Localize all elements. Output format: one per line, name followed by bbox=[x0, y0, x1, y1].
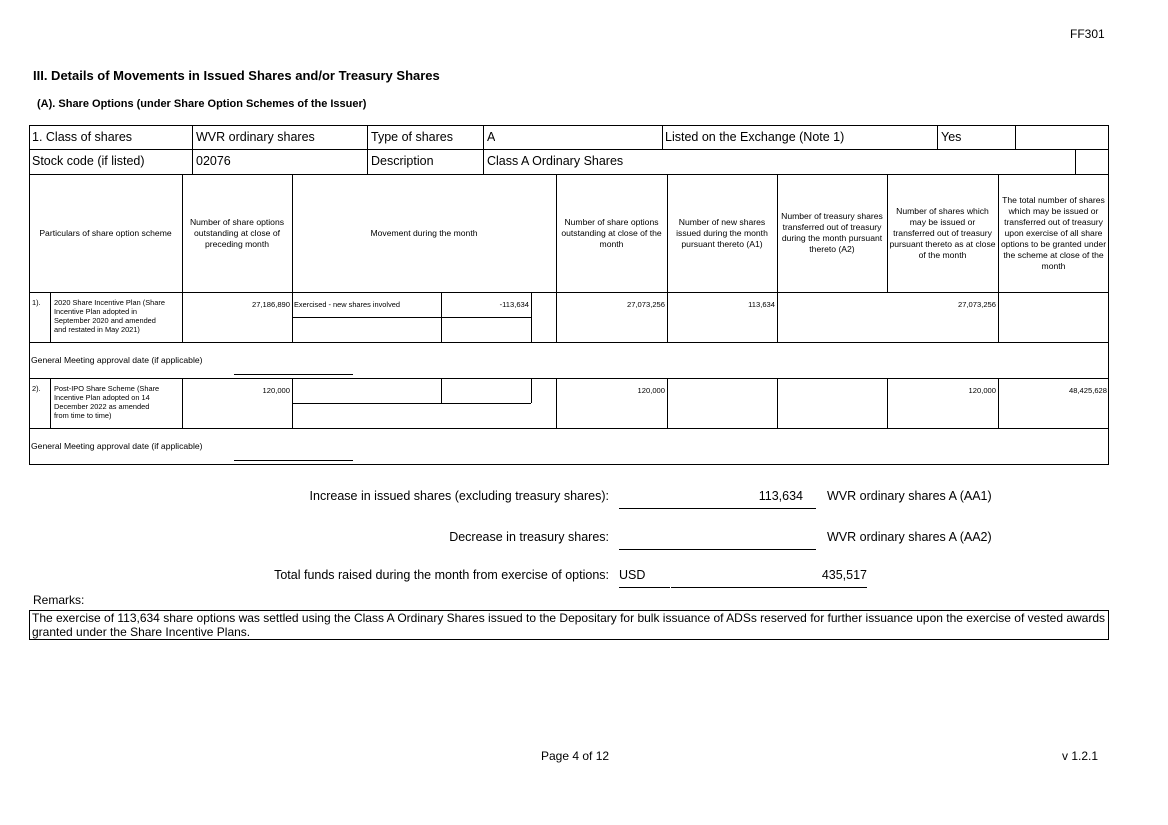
movement-value: -113,634 bbox=[499, 300, 529, 309]
stock-code-label: Stock code (if listed) bbox=[32, 154, 145, 168]
may-be-issued-value: 27,073,256 bbox=[957, 300, 996, 309]
remarks-text: The exercise of 113,634 share options was settled using the Class A Ordinary Shares issued to the Depositary for bulk issuance of ADSs reserved for further issuance upon the exercise of vested awards granted under the Share Incentive Plans. bbox=[29, 610, 1109, 640]
increase-value: 113,634 bbox=[758, 489, 803, 503]
gm-approval-date-field[interactable] bbox=[234, 460, 353, 461]
funds-currency: USD bbox=[619, 568, 646, 582]
increase-underline bbox=[619, 508, 816, 509]
scheme-name-line: Incentive Plan adopted in bbox=[54, 307, 138, 316]
description-value: Class A Ordinary Shares bbox=[487, 154, 624, 168]
funds-value: 435,517 bbox=[821, 568, 867, 582]
type-of-shares-label: Type of shares bbox=[371, 130, 453, 144]
may-be-issued-value: 120,000 bbox=[968, 386, 996, 395]
scheme-number: 2). bbox=[32, 384, 41, 393]
type-of-shares-value: A bbox=[487, 130, 496, 144]
total-value: 48,425,628 bbox=[1068, 386, 1107, 395]
increase-label: Increase in issued shares (excluding treasury shares): bbox=[309, 489, 609, 503]
scheme-name-line: Post-IPO Share Scheme (Share bbox=[54, 384, 160, 393]
listed-label: Listed on the Exchange (Note 1) bbox=[665, 130, 845, 144]
header-new-shares: Number of new shares issued during the month pursuant thereto (A1) bbox=[676, 216, 768, 249]
subsection-title: (A). Share Options (under Share Option Schemes of the Issuer) bbox=[37, 98, 367, 110]
header-outstanding-prev: Number of share options outstanding at close of preceding month bbox=[189, 216, 285, 249]
scheme-name-line: from time to time) bbox=[54, 411, 112, 420]
decrease-unit: WVR ordinary shares A (AA2) bbox=[827, 530, 992, 544]
version: v 1.2.1 bbox=[1062, 749, 1099, 763]
outstanding-prev-value: 27,186,890 bbox=[251, 300, 290, 309]
header-treasury-transferred: Number of treasury shares transferred out of treasury during the month pursuant thereto (A2) bbox=[781, 211, 883, 254]
scheme-name-line: December 2022 as amended bbox=[54, 402, 150, 411]
new-shares-value: 113,634 bbox=[748, 300, 775, 309]
class-of-shares-label: 1. Class of shares bbox=[32, 130, 133, 144]
stock-code-value: 02076 bbox=[196, 154, 231, 168]
decrease-underline bbox=[619, 549, 816, 550]
description-label: Description bbox=[371, 154, 434, 168]
header-may-be-issued: Number of shares which may be issued or transferred out of treasury pursuant thereto as at close of the month bbox=[889, 205, 996, 260]
header-particulars: Particulars of share option scheme bbox=[39, 227, 172, 238]
funds-underline bbox=[671, 587, 867, 588]
header-outstanding-close: Number of share options outstanding at close of the month bbox=[561, 216, 662, 249]
funds-currency-underline bbox=[619, 587, 670, 588]
funds-label: Total funds raised during the month from exercise of options: bbox=[274, 568, 609, 582]
outstanding-close-value: 120,000 bbox=[637, 386, 665, 395]
scheme-name-line: and restated in May 2021) bbox=[54, 325, 140, 334]
scheme-number: 1). bbox=[32, 298, 41, 307]
gm-approval-label: General Meeting approval date (if applicable) bbox=[31, 441, 203, 451]
section-title: III. Details of Movements in Issued Shares and/or Treasury Shares bbox=[33, 68, 440, 83]
header-movement: Movement during the month bbox=[370, 227, 478, 238]
remarks-label: Remarks: bbox=[33, 593, 85, 607]
outstanding-close-value: 27,073,256 bbox=[626, 300, 665, 309]
increase-unit: WVR ordinary shares A (AA1) bbox=[827, 489, 992, 503]
outstanding-prev-value: 120,000 bbox=[262, 386, 290, 395]
header-total-may-be-issued: The total number of shares which may be issued or transferred out of treasury upon exercise of all share options to be granted under the scheme at close of the month bbox=[1000, 194, 1107, 271]
form-code: FF301 bbox=[1070, 27, 1105, 41]
listed-value: Yes bbox=[941, 130, 962, 144]
decrease-label: Decrease in treasury shares: bbox=[449, 530, 609, 544]
page-number: Page 4 of 12 bbox=[541, 749, 610, 763]
scheme-name-line: September 2020 and amended bbox=[54, 316, 156, 325]
scheme-name-line: 2020 Share Incentive Plan (Share bbox=[54, 298, 165, 307]
gm-approval-label: General Meeting approval date (if applicable) bbox=[31, 355, 203, 365]
scheme-name-line: Incentive Plan adopted on 14 bbox=[54, 393, 150, 402]
gm-approval-date-field[interactable] bbox=[234, 374, 353, 375]
movement-label: Exercised - new shares involved bbox=[294, 300, 400, 309]
class-of-shares-value: WVR ordinary shares bbox=[196, 130, 315, 144]
